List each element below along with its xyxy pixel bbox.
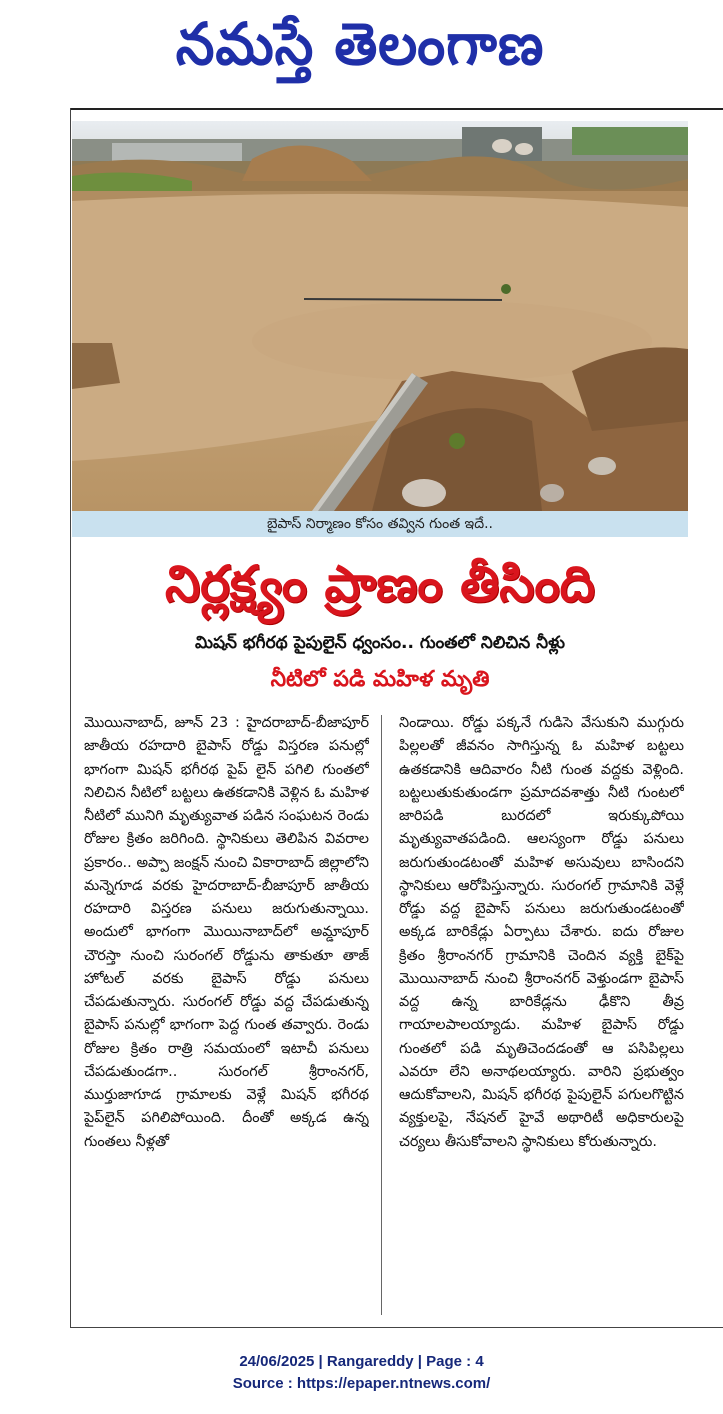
flooded-pit-photo bbox=[72, 121, 688, 511]
footer-date-edition: 24/06/2025 | Rangareddy | Page : 4 bbox=[239, 1353, 484, 1370]
masthead-title: నమస్తే తెలంగాణ bbox=[175, 10, 545, 78]
column-divider bbox=[381, 715, 382, 1315]
article-body-right: నిండాయి. రోడ్డు పక్కనే గుడిసె వేసుకుని ముగ్గురు పిల్లలతో జీవనం సాగిస్తున్న ఓ మహిళ బట్టలు ఉతకడానికి ఆదివారం నీటి గుంత వద్దకు వెళ్లింది. బట్టలుతుకుతుండగా ప్రమాదవశాత్తు నీటి గుంటలో జారిపడి బురదలో ఇరుక్కుపోయి మృత్యువాతపడింది. ఆలస్యంగా రోడ్డు పనులు జరుగుతుండటంతో మహిళ అసువులు బాసిందని స్థానికులు ఆరోపిస్తున్నారు. సురంగల్ గ్రామానికి వెళ్లే రోడ్డు వద్ద బైపాస్ పనులు జరుగుతుండటంతో అక్కడ బారికేడ్లు ఏర్పాటు చేశారు. ఐదు రోజుల క్రితం శ్రీరాంనగర్ గ్రామానికి చెందిన వ్యక్తి బైక్‌పై మొయినాబాద్ నుంచి శ్రీరాంనగర్ వెళ్తుండగా బైపాస్ వద్ద ఉన్న బారికేడ్లను ఢీకొని తీవ్ర గాయాలపాలయ్యాడు. మహిళ బైపాస్ రోడ్డు గుంతలో పడి మృతిచెందడంతో ఆ పసిపిల్లలు ఎవరూ లేని అనాథలయ్యారు. వారిని ప్రభుత్వం ఆదుకోవాలని, మిషన్ భగీరథ పైపులైన్ పగులగొట్టిన వ్యక్తులపై, నేషనల్ హైవే అథారిటీ అధికారులపై చర్యలు తీసుకోవాలని స్థానికులు కోరుతున్నారు. bbox=[399, 715, 684, 1150]
footer-source: Source : https://epaper.ntnews.com/ bbox=[232, 1375, 491, 1392]
headline: నిర్లక్ష్యం ప్రాణం తీసింది bbox=[165, 555, 595, 613]
article-body-left: మొయినాబాద్, జూన్ 23 : హైదరాబాద్-బీజాపూర్ జాతీయ రహదారి బైపాస్ రోడ్డు విస్తరణ పనుల్లో భాగంగా మిషన్ భగీరథ పైప్ లైన్ పగిలి గుంతలో నిలిచిన నీటిలో బట్టలు ఉతకడానికి వెళ్లిన ఓ మహిళ నీటిలో మునిగి మృత్యువాత పడిన సంఘటన రెండు రోజుల క్రితం జరిగింది. స్థానికులు తెలిపిన వివరాల ప్రకారం.. అప్పా జంక్షన్ నుంచి వికారాబాద్ జిల్లాలోని మన్నెగూడ వరకు హైదరాబాద్-బీజాపూర్ జాతీయ రహదారి విస్తరణ పనులు జరుగుతున్నాయి. అందులో భాగంగా మొయినాబాద్‌లో అమ్డాపూర్ చౌరస్తా నుంచి సురంగల్ రోడ్డును తాకుతూ తాజ్ హోటల్ వరకు బైపాస్ రోడ్డు పనులు చేపడుతున్నారు. సురంగల్ రోడ్డు వద్ద చేపడుతున్న బైపాస్ పనుల్లో భాగంగా పెద్ద గుంత తవ్వారు. రెండు రోజుల క్రితం రాత్రి సమయంలో ఇటాచీ పనులు చేపడుతుండగా.. సురంగల్ శ్రీరాంనగర్, ముర్తుజాగూడ గ్రామాలకు వెళ్లే మిషన్ భగీరథ పైప్‌లైన్ పగిలిపోయింది. దీంతో అక్కడ ఉన్న గుంతలు నీళ్లతో bbox=[84, 715, 369, 1150]
photo-caption: బైపాస్ నిర్మాణం కోసం తవ్విన గుంత ఇదే.. bbox=[72, 511, 688, 537]
flooded-pit-image bbox=[72, 121, 688, 511]
top-rule bbox=[70, 108, 723, 110]
bottom-rule bbox=[70, 1327, 723, 1328]
subheadline-red: నీటిలో పడి మహిళ మృతి bbox=[270, 667, 490, 692]
subheadline: మిషన్ భగీరథ పైపులైన్ ధ్వంసం.. గుంతలో నిలిచిన నీళ్లు bbox=[194, 633, 566, 653]
left-rule bbox=[70, 108, 71, 1328]
masthead bbox=[0, 0, 723, 95]
